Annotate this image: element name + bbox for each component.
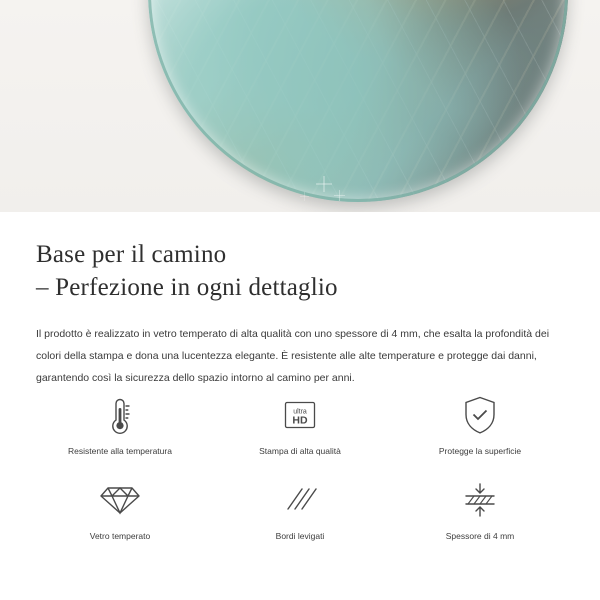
feature-polished-edges xyxy=(210,473,390,542)
svg-text:ultra: ultra xyxy=(293,408,307,416)
feature-thickness-4mm xyxy=(390,473,570,542)
headline-line-1: Base per il camino xyxy=(36,241,227,268)
hero-image xyxy=(0,0,600,212)
feature-label: Resistente alla temperatura xyxy=(68,446,172,456)
shield-check-icon xyxy=(390,388,570,442)
feature-label: Vetro temperato xyxy=(89,531,151,542)
sparkle-icon xyxy=(300,192,309,201)
feature-label: Protegge la superficie xyxy=(438,446,522,456)
diamond-icon xyxy=(30,473,210,527)
feature-tempered-glass xyxy=(30,473,210,542)
svg-text:HD: HD xyxy=(292,414,308,427)
page-title xyxy=(36,238,556,304)
feature-temperature-resistant xyxy=(30,388,210,457)
copy-block xyxy=(0,212,600,389)
feature-label: Stampa di alta qualità xyxy=(259,446,341,456)
headline-line-2: – Perfezione in ogni dettaglio xyxy=(36,274,338,301)
feature-surface-protection xyxy=(390,388,570,457)
sparkle-icon xyxy=(334,190,345,201)
polished-edges-icon xyxy=(210,473,390,527)
thickness-4mm-icon xyxy=(390,473,570,527)
feature-label: Spessore di 4 mm xyxy=(445,531,515,542)
ultra-hd-icon xyxy=(210,388,390,442)
sparkle-icon xyxy=(316,176,332,192)
feature-grid xyxy=(0,388,600,542)
feature-print-quality xyxy=(210,388,390,457)
feature-row-2 xyxy=(30,473,570,542)
glass-plate-image xyxy=(148,0,568,202)
thermometer-icon xyxy=(30,388,210,442)
body-paragraph: Il prodotto è realizzato in vetro temperato di alta qualità con uno spessore di 4 mm, che esalta la profondità dei colori della stampa e dona una lucentezza elegante. È resistente alle alte temperature e protegge dai danni, garantendo così la sicurezza dello spazio intorno al camino per anni. xyxy=(36,328,550,384)
feature-label: Bordi levigati xyxy=(275,531,325,542)
feature-row-1 xyxy=(30,388,570,457)
